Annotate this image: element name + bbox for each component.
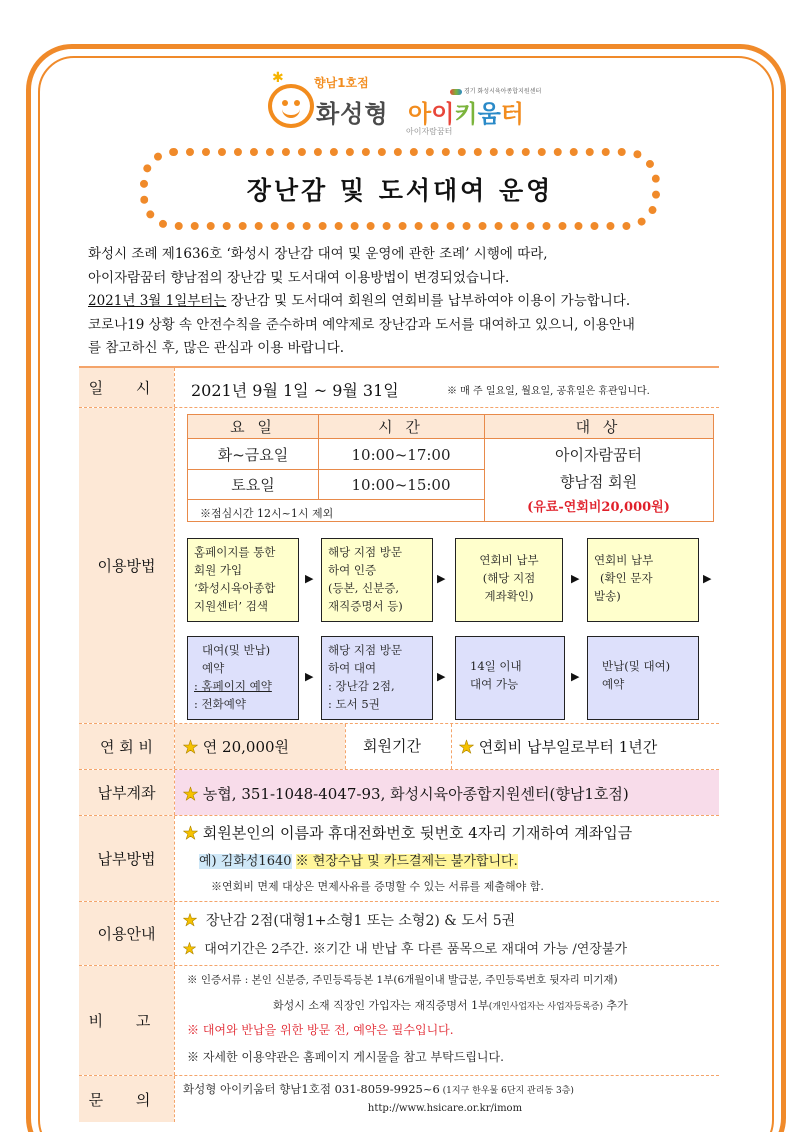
logo-sub: 아이자람꿈터 (406, 127, 453, 136)
payment-warning: ※ 현장수납 및 카드결제는 불가합니다. (295, 854, 518, 869)
schedule-note: ※점심시간 12시~1시 제외 (200, 507, 334, 520)
flow-step: 반납(및 대여) 예약 (587, 636, 699, 720)
account-value: ★ 농협, 351-1048-4047-93, 화성시육아종합지원센터(향남1호점) (183, 785, 629, 803)
label-guide: 이용안내 (79, 902, 174, 965)
flow-step: 홈페이지를 통한 회원 가입 ‘화성시육아종합 지원센터’ 검색 (187, 538, 299, 622)
star-icon: ★ (183, 738, 199, 756)
intro-text (88, 243, 728, 361)
label-usage: 이용방법 (79, 408, 174, 723)
schedule-target: 아이자람꿈터 (555, 445, 642, 464)
flow-step: 14일 이내 대여 가능 (455, 636, 565, 720)
flow-rental (187, 636, 717, 720)
row-usage (79, 408, 719, 724)
payment-line: ★ 회원본인의 이름과 휴대전화번호 뒷번호 4자리 기재하여 계좌입금 (183, 824, 633, 842)
arrow-right-icon: ▶ (703, 572, 712, 585)
logo-branch: 향남1호점 (314, 76, 369, 90)
label-contact: 문 의 (79, 1076, 174, 1122)
remarks-line: 화성시 소재 직장인 가입자는 재직증명서 1부(개인사업자는 사업자등록증) 추가 (273, 999, 628, 1012)
schedule-fee: (유료-연회비20,000원) (527, 499, 670, 515)
flow-step: 대여(및 반납) 예약 : 홈페이지 예약 : 전화예약 (187, 636, 299, 720)
star-icon: ★ (183, 824, 199, 842)
arrow-right-icon: ▶ (305, 572, 314, 585)
logo-name-color: 아이키움터 (408, 100, 524, 128)
arrow-right-icon: ▶ (571, 670, 580, 683)
row-account (79, 770, 719, 816)
schedule-time: 10:00~17:00 (351, 445, 451, 464)
guide-line: ★ 대여기간은 2주간. ※기간 내 반납 후 다른 품목으로 재대여 가능 /연장불가 (183, 942, 628, 957)
schedule-header: 대 상 (484, 415, 713, 439)
remarks-line: ※ 인증서류 : 본인 신분증, 주민등록등본 1부(6개월이내 발급분, 주민등록번호 뒷자리 미기재) (187, 974, 618, 986)
logo (268, 70, 548, 138)
star-icon: ★ (183, 942, 197, 957)
member-period-value: ★ 연회비 납부일로부터 1년간 (459, 738, 658, 756)
row-remarks (79, 966, 719, 1076)
flow-step: 연회비 납부 (해당 지점 계좌확인) (455, 538, 563, 622)
payment-example-line (199, 850, 518, 869)
label-account: 납부계좌 (79, 770, 174, 815)
row-contact (79, 1076, 719, 1122)
page-title: 장난감 및 도서대여 운영 (246, 176, 554, 205)
row-guide (79, 902, 719, 966)
logo-name-main: 화성형 (316, 100, 389, 128)
flow-signup (187, 538, 717, 622)
fee-value: ★ 연 20,000원 (183, 738, 290, 756)
star-icon: ★ (183, 785, 199, 803)
intro-line: 코로나19 상황 속 안전수칙을 준수하며 예약제로 장난감과 도서를 대여하고 있으니, 이용안내 (88, 316, 635, 333)
row-fee (79, 724, 719, 770)
star-icon: ✱ (272, 70, 284, 86)
title-box (140, 148, 660, 230)
flow-step: 연회비 납부 (확인 문자 발송) (587, 538, 699, 622)
row-payment (79, 816, 719, 902)
label-period: 일 시 (79, 368, 174, 407)
flow-step: 해당 지점 방문 하여 대여 : 장난감 2점, : 도서 5권 (321, 636, 433, 720)
schedule-target: 향남점 회원 (559, 472, 638, 491)
arrow-right-icon: ▶ (571, 572, 580, 585)
star-icon: ★ (183, 913, 197, 929)
contact-line: 화성형 아이키움터 향남1호점 031-8059-9925~6 (1지구 한우물 6단지 관리동 3층) (183, 1082, 574, 1096)
intro-line: 화성시 조례 제1636호 ‘화성시 장난감 대여 및 운영에 관한 조례’ 시행에 따라, (88, 246, 548, 262)
intro-line: 아이자람꿈터 향남점의 장난감 및 도서대여 이용방법이 변경되었습니다. (88, 269, 510, 286)
guide-line: ★ 장난감 2점(대형1+소형1 또는 소형2) & 도서 5권 (183, 913, 516, 929)
schedule-day: 토요일 (231, 476, 275, 494)
schedule-day: 화~금요일 (217, 446, 289, 464)
schedule-header: 시 간 (318, 415, 484, 439)
remarks-line: ※ 자세한 이용약관은 홈페이지 게시물을 참고 부탁드립니다. (187, 1050, 504, 1064)
label-payment: 납부방법 (79, 816, 174, 901)
smile-face-icon (268, 84, 314, 128)
row-period (79, 368, 719, 408)
remarks-warning: ※ 대여와 반납을 위한 방문 전, 예약은 필수입니다. (187, 1023, 454, 1037)
period-note: ※ 매 주 일요일, 월요일, 공휴일은 휴관입니다. (447, 386, 650, 397)
schedule-time: 10:00~15:00 (351, 475, 451, 494)
arrow-right-icon: ▶ (305, 670, 314, 683)
schedule-table (187, 414, 714, 522)
payment-example: 예) 김화성1640 (199, 854, 292, 869)
logo-org: 경기 화성시육아종합지원센터 (450, 86, 541, 95)
label-fee: 연 회 비 (79, 724, 174, 769)
label-remarks: 비 고 (79, 966, 174, 1075)
schedule-header: 요 일 (188, 415, 318, 439)
period-value: 2021년 9월 1일 ~ 9월 31일 (191, 381, 399, 400)
arrow-right-icon: ▶ (437, 670, 446, 683)
payment-note: ※연회비 면제 대상은 면제사유를 증명할 수 있는 서류를 제출해야 함. (211, 880, 544, 893)
arrow-right-icon: ▶ (437, 572, 446, 585)
star-icon: ★ (459, 738, 475, 756)
contact-url[interactable]: http://www.hsicare.or.kr/imom (367, 1103, 523, 1114)
flow-step: 해당 지점 방문 하여 인증 (등본, 신분증, 재직증명서 등) (321, 538, 433, 622)
member-period-label: 회원기간 (363, 737, 421, 755)
info-table (79, 366, 719, 1120)
intro-line: 를 참고하신 후, 많은 관심과 이용 바랍니다. (88, 340, 345, 356)
intro-line: 2021년 3월 1일부터는 장난감 및 도서대여 회원의 연회비를 납부하여야 이용이 가능합니다. (88, 293, 631, 309)
org-logo-icon (450, 89, 462, 95)
